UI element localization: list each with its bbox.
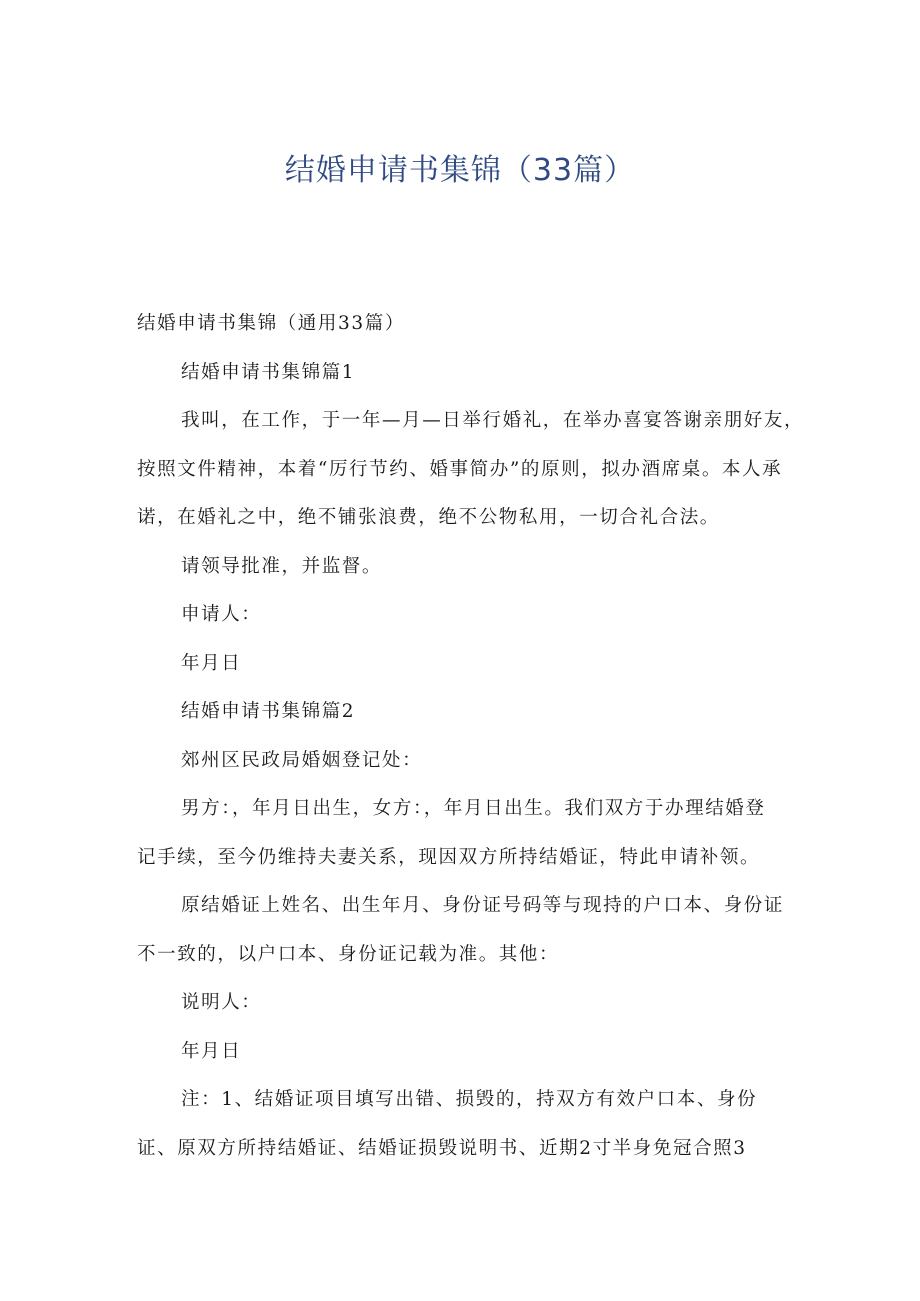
- paragraph-line: 记手续，至今仍维持夫妻关系，现因双方所持结婚证，特此申请补领。: [137, 846, 761, 868]
- document-body: [137, 300, 805, 1173]
- section-heading-1: 结婚申请书集锦篇1: [181, 361, 356, 383]
- paragraph-line: 原结婚证上姓名、出生年月、身份证号码等与现持的户口本、身份证: [181, 895, 785, 916]
- note-line: 证、原双方所持结婚证、结婚证损毁说明书、近期2寸半身免冠合照3: [137, 1137, 747, 1159]
- section-heading-2: 结婚申请书集锦篇2: [181, 701, 356, 722]
- paragraph-line: 不一致的，以户口本、身份证记载为准。其他：: [137, 943, 560, 965]
- date-line: 年月日: [181, 652, 242, 674]
- document-title: 结婚申请书集锦（33篇）: [284, 153, 636, 188]
- explainer-label: 说明人：: [181, 992, 262, 1013]
- paragraph-line: 男方：，年月日出生，女方：，年月日出生。我们双方于办理结婚登: [181, 798, 766, 819]
- paragraph-line: 诺，在婚礼之中，绝不铺张浪费，绝不公物私用，一切合礼合法。: [137, 507, 720, 528]
- note-line: 注：1、结婚证项目填写出错、损毁的，持双方有效户口本、身份: [181, 1089, 758, 1110]
- paragraph-line: 按照文件精神，本着“厉行节约、婚事简办”的原则，拟办酒席桌。本人承: [137, 458, 783, 480]
- paragraph-line: 请领导批准，并监督。: [181, 555, 383, 577]
- date-line: 年月日: [181, 1040, 242, 1062]
- paragraph-line: 我叫，在工作，于一年—月—日举行婚礼，在举办喜宴答谢亲朋好友，: [181, 410, 805, 431]
- applicant-label: 申请人：: [181, 604, 262, 625]
- subtitle-line: 结婚申请书集锦（通用33篇）: [137, 313, 405, 334]
- addressee-line: 郊州区民政局婚姻登记处：: [181, 749, 423, 771]
